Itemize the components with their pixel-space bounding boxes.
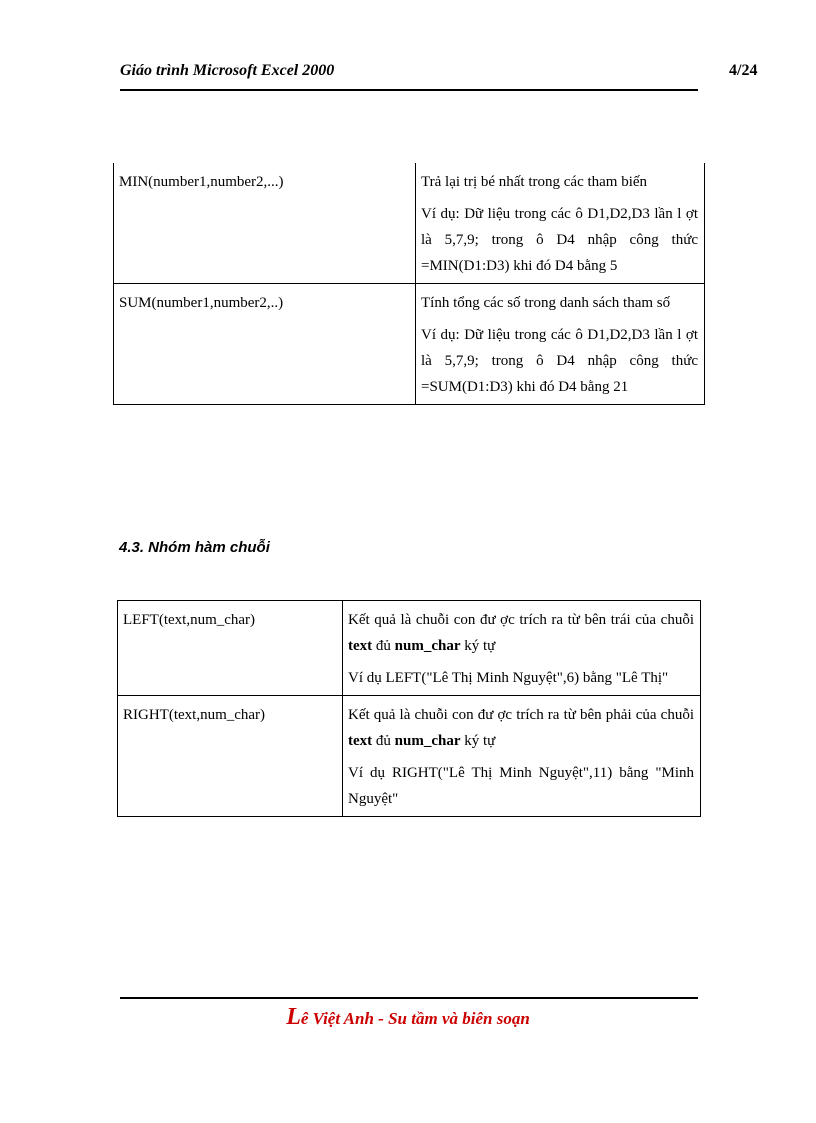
desc-text: Kết quả là chuỗi con đư ợc trích ra từ bên trái của chuỗi <box>348 612 694 628</box>
function-description <box>348 607 694 659</box>
function-description-cell <box>343 696 701 817</box>
function-table-math <box>113 163 705 405</box>
header-title: Giáo trình Microsoft Excel 2000 <box>120 62 335 79</box>
footer-text: ê Việt Anh - Su tầm và biên soạn <box>300 1009 530 1028</box>
function-description: Trả lại trị bé nhất trong các tham biến <box>421 174 648 190</box>
table-row <box>118 696 701 817</box>
function-example: Ví dụ LEFT("Lê Thị Minh Nguyệt",6) bằng "Lê Thị" <box>348 670 669 686</box>
desc-text: Kết quả là chuỗi con đư ợc trích ra từ bên phải của chuỗi <box>348 707 694 723</box>
param-text: text <box>348 733 373 749</box>
header-rule <box>120 89 698 91</box>
table-row <box>114 284 705 405</box>
desc-text: đủ <box>372 638 395 654</box>
table-row <box>114 163 705 284</box>
function-example: Ví dụ: Dữ liệu trong các ô D1,D2,D3 lần l ợt là 5,7,9; trong ô D4 nhập công thức =SUM(D1:D3) khi đó D4 bằng 21 <box>421 327 698 395</box>
footer-author <box>0 1004 816 1031</box>
function-signature: SUM(number1,number2,..) <box>114 284 416 405</box>
param-num-char: num_char <box>394 638 461 654</box>
function-signature: LEFT(text,num_char) <box>118 601 343 696</box>
function-signature: RIGHT(text,num_char) <box>118 696 343 817</box>
desc-text: đủ <box>372 733 395 749</box>
param-text: text <box>348 638 373 654</box>
function-description-cell <box>416 284 705 405</box>
function-description: Tính tổng các số trong danh sách tham số <box>421 295 671 311</box>
section-heading: 4.3. Nhóm hàm chuỗi <box>119 539 270 556</box>
function-example: Ví dụ RIGHT("Lê Thị Minh Nguyệt",11) bằng "Minh Nguyệt" <box>348 765 694 807</box>
function-description-cell <box>343 601 701 696</box>
desc-text: ký tự <box>460 638 496 654</box>
param-num-char: num_char <box>394 733 461 749</box>
footer-rule <box>120 997 698 999</box>
function-signature: MIN(number1,number2,...) <box>114 163 416 284</box>
function-description <box>348 702 694 754</box>
function-description-cell <box>416 163 705 284</box>
footer-initial: L <box>286 1004 301 1030</box>
table-row <box>118 601 701 696</box>
function-example: Ví dụ: Dữ liệu trong các ô D1,D2,D3 lần l ợt là 5,7,9; trong ô D4 nhập công thức =MIN(D1:D3) khi đó D4 bằng 5 <box>421 206 698 274</box>
function-table-string <box>117 600 701 817</box>
page-number: 4/24 <box>729 62 758 79</box>
desc-text: ký tự <box>460 733 496 749</box>
